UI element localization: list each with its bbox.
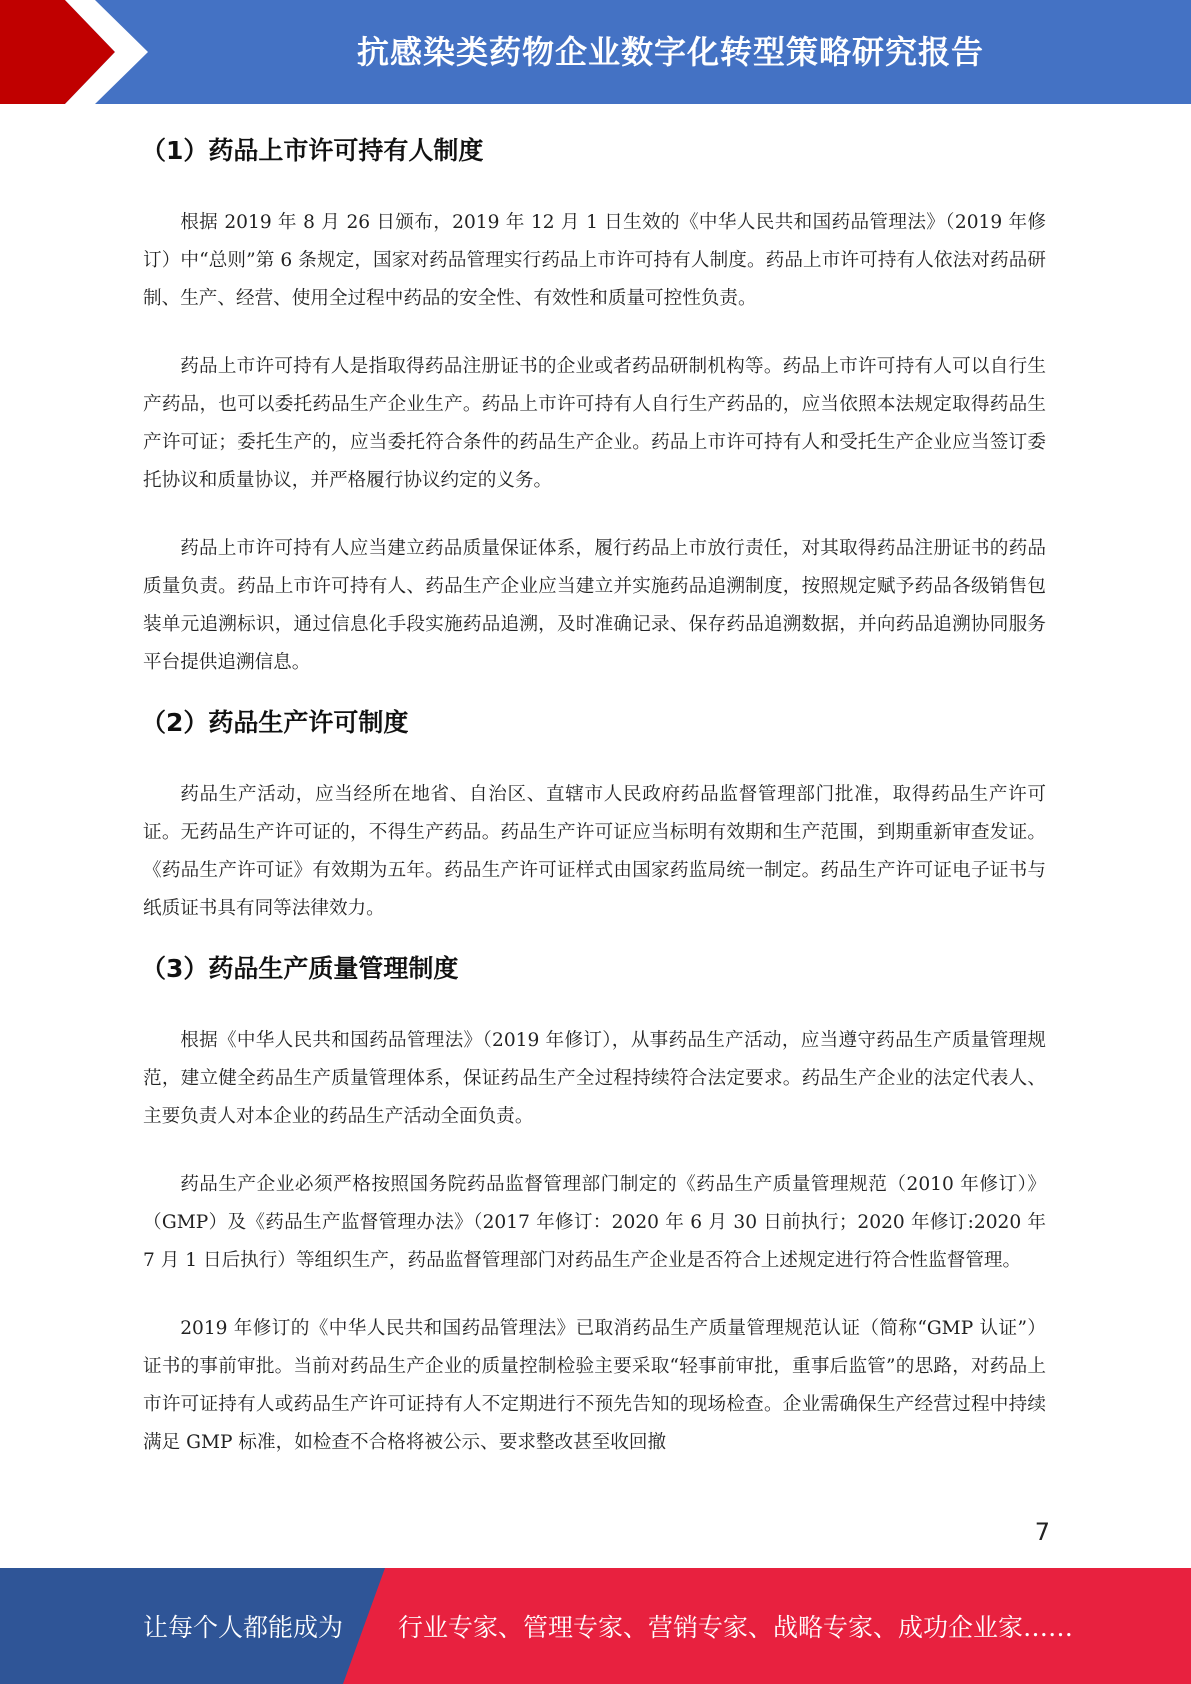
main-content xyxy=(143,120,1046,1462)
page-number: 7 xyxy=(1034,1518,1050,1546)
paragraph: 2019 年修订的《中华人民共和国药品管理法》已取消药品生产质量管理规范认证（简称“GMP 认证”）证书的事前审批。当前对药品生产企业的质量控制检验主要采取“轻事前审批，重事后监管”的思路，对药品上市许可证持有人或药品生产许可证持有人不定期进行不预先告知的现场检查。企业需确保生产经营过程中持续满足 GMP 标准，如检查不合格将被公示、要求整改甚至收回撤 xyxy=(143,1318,1046,1453)
paragraph: 药品生产企业必须严格按照国务院药品监督管理部门制定的《药品生产质量管理规范（2010 年修订）》（GMP）及《药品生产监督管理办法》（2017 年修订：2020 年 6 月 30 日前执行；2020 年修订:2020 年 7 月 1 日后执行）等组织生产，药品监督管理部门对药品生产企业是否符合上述规定进行符合性监督管理。 xyxy=(143,1174,1046,1271)
paragraph: 根据《中华人民共和国药品管理法》（2019 年修订），从事药品生产活动，应当遵守药品生产质量管理规范，建立健全药品生产质量管理体系，保证药品生产全过程持续符合法定要求。药品生产企业的法定代表人、主要负责人对本企业的药品生产活动全面负责。 xyxy=(143,1030,1046,1127)
paragraph: 药品上市许可持有人是指取得药品注册证书的企业或者药品研制机构等。药品上市许可持有人可以自行生产药品，也可以委托药品生产企业生产。药品上市许可持有人自行生产药品的，应当依照本法规定取得药品生产许可证；委托生产的，应当委托符合条件的药品生产企业。药品上市许可持有人和受托生产企业应当签订委托协议和质量协议，并严格履行协议约定的义务。 xyxy=(143,356,1046,491)
paragraph: 药品生产活动，应当经所在地省、自治区、直辖市人民政府药品监督管理部门批准，取得药品生产许可证。无药品生产许可证的，不得生产药品。药品生产许可证应当标明有效期和生产范围，到期重新审查发证。《药品生产许可证》有效期为五年。药品生产许可证样式由国家药监局统一制定。药品生产许可证电子证书与纸质证书具有同等法律效力。 xyxy=(143,784,1046,919)
paragraph: 药品上市许可持有人应当建立药品质量保证体系，履行药品上市放行责任，对其取得药品注册证书的药品质量负责。药品上市许可持有人、药品生产企业应当建立并实施药品追溯制度，按照规定赋予药品各级销售包装单元追溯标识，通过信息化手段实施药品追溯，及时准确记录、保存药品追溯数据，并向药品追溯协同服务平台提供追溯信息。 xyxy=(143,538,1046,673)
footer-slogan-left: 让每个人都能成为 xyxy=(143,1613,344,1642)
paragraph: 根据 2019 年 8 月 26 日颁布，2019 年 12 月 1 日生效的《中华人民共和国药品管理法》（2019 年修订）中“总则”第 6 条规定，国家对药品管理实行药品上市许可持有人制度。药品上市许可持有人依法对药品研制、生产、经营、使用全过程中药品的安全性、有效性和质量可控性负责。 xyxy=(143,212,1046,309)
section-heading-3: （3）药品生产质量管理制度 xyxy=(141,954,459,983)
page-header xyxy=(0,0,1191,110)
section-heading-2: （2）药品生产许可制度 xyxy=(141,708,409,737)
footer-slogan-right: 行业专家、管理专家、营销专家、战略专家、成功企业家…… xyxy=(398,1613,1074,1642)
page-footer xyxy=(0,1568,1191,1684)
section-heading-1: （1）药品上市许可持有人制度 xyxy=(141,136,484,165)
report-title: 抗感染类药物企业数字化转型策略研究报告 xyxy=(356,33,984,71)
